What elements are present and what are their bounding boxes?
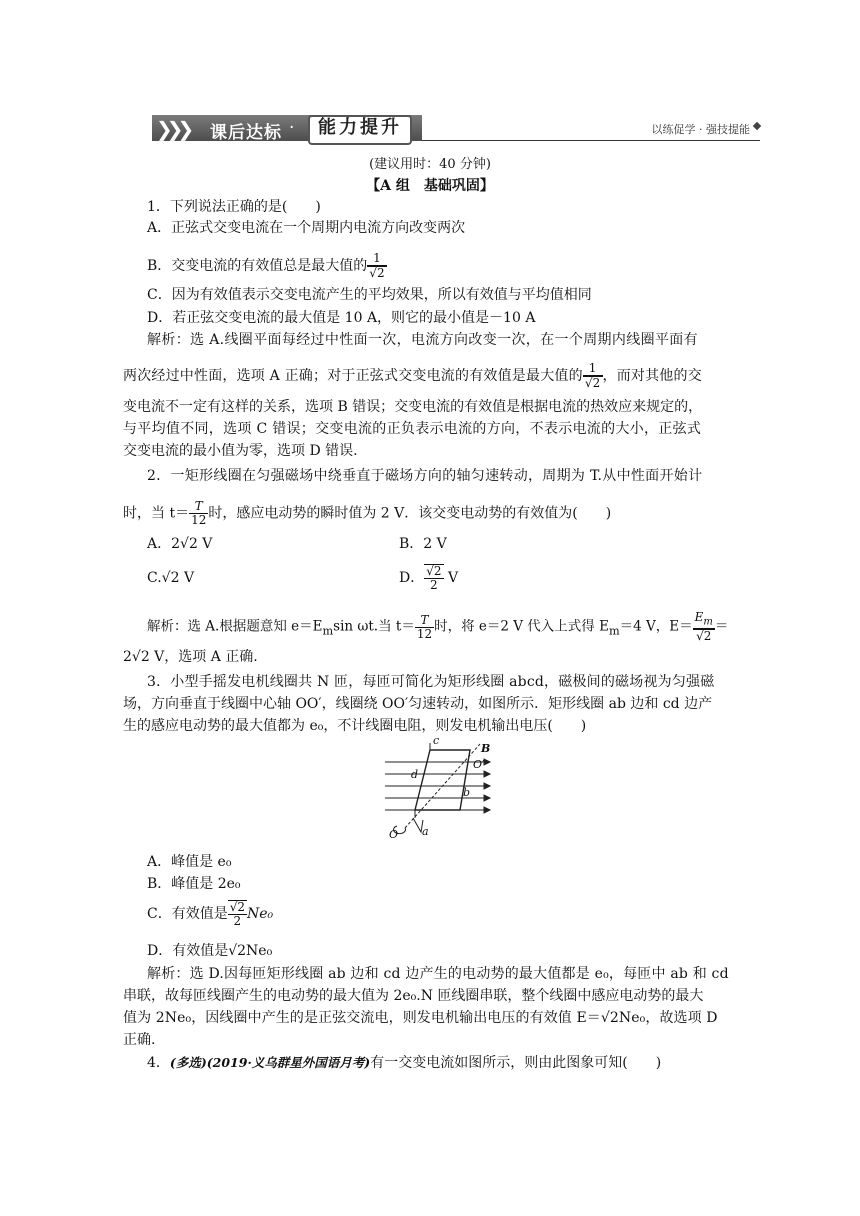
q1-analysis-line2-pre: 两次经过中性面，选项 A 正确；对于正弦式交变电流的有效值是最大值的 [123,368,583,384]
q2-analysis-mid: sin ωt.当 t＝ [333,618,415,635]
q1-analysis-line3: 变电流不一定有这样的关系，选项 B 错误；交变电流的有效值是根据电流的热效应来规定的， [123,399,703,415]
q3-analysis-line3: 值为 2Ne₀，因线圈中产生的是正弦交流电，则发电机输出电压的有效值 E＝√2Ne₀，故选项 D [123,1010,718,1026]
fraction [228,900,247,928]
label-c: c [433,734,440,747]
q1-stem: 1．下列说法正确的是( ) [147,199,321,215]
denominator: 2 [430,578,438,592]
fraction [424,564,443,592]
q2-option-d-post: V [443,570,459,586]
label-O-prime: O′ [473,758,485,771]
subscript: m [322,624,334,638]
banner-title-right: 能力提升 [308,115,412,145]
fraction [367,252,386,280]
q2-option-b: B．2 V [399,536,447,552]
numerator: √2 [426,564,442,578]
q3-option-c-post: Ne₀ [247,906,274,922]
q3-option-c-pre: C．有效值是 [147,906,228,922]
q1-analysis-line2 [123,362,702,390]
q3-analysis-line4: 正确. [123,1032,156,1048]
fraction [189,500,208,527]
q1-analysis-line5: 交变电流的最小值为零，选项 D 错误. [123,443,358,459]
q2-stem-line2-pre: 时，当 t＝ [123,505,190,522]
q4-source-tag: (多选)(2019·义乌群星外国语月考) [169,1055,371,1070]
numerator: T [189,500,208,514]
numerator [693,611,715,629]
q1-option-d: D．若正弦交变电流的最大值是 10 A，则它的最小值是－10 A [147,310,536,326]
denominator: √2 [584,376,601,390]
q2-analysis-end: ＝ [714,618,729,635]
q2-analysis-line2: 2√2 V，选项 A 正确. [123,649,258,665]
q1-option-a: A．正弦式交变电流在一个周期内电流方向改变两次 [147,220,466,236]
q4-stem-pre: 4． [147,1055,170,1071]
numerator: 1 [583,362,603,376]
coil-diagram [385,740,495,840]
banner-slogan: 以练促学 · 强技提能 [651,123,750,136]
q2-analysis-mid2: 时，将 e＝2 V 代入上式得 E [434,618,609,635]
time-hint: (建议用时：40 分钟) [369,157,491,172]
q3-option-c [147,900,273,928]
q1-option-c: C．因为有效值表示交变电流产生的平均效果，所以有效值与平均值相同 [147,287,592,303]
q2-option-d [399,564,458,592]
banner-separator: · [289,118,295,138]
q2-stem-line2 [123,500,611,527]
q4-stem-post: 有一交变电流如图所示，则由此图象可知( ) [370,1055,662,1071]
banner-underline [422,140,760,141]
q3-analysis-line1: 解析：选 D.因每匝矩形线圈 ab 边和 cd 边产生的电动势的最大值都是 e₀，每匝中 ab 和 cd [147,966,729,982]
q1-option-b [147,252,387,280]
q2-option-a: A．2√2 V [147,536,213,552]
q2-analysis-line1 [147,611,728,643]
q3-analysis-line2: 串联，故每匝线圈产生的电动势的最大值为 2e₀.N 匝线圈串联，整个线圈中感应电动势的最大 [123,988,704,1004]
label-B: B [481,742,491,755]
group-title: 【A 组 基础巩固】 [366,178,494,194]
denominator: 12 [416,626,433,641]
chevron-right-icon: ❯❯❯ [156,117,189,141]
fraction [415,614,434,641]
numerator: √2 [229,900,245,914]
denominator: √2 [369,266,385,280]
label-O: O [389,828,399,841]
q3-stem-line2: 场，方向垂直于线圈中心轴 OO′，线圈绕 OO′匀速转动，如图所示．矩形线圈 ab 边和 cd 边产 [123,696,713,712]
q1-analysis-text: 解析：选 A.线圈平面每经过中性面一次，电流方向改变一次，在一个周期内线圈平面有 [147,332,699,348]
diamond-icon [753,122,761,130]
denominator: √2 [693,629,715,643]
q2-analysis-pre: 解析：选 A.根据题意知 e＝E [147,618,323,635]
q2-analysis-mid3: ＝4 V，E＝ [619,618,693,635]
q2-option-d-pre: D． [399,570,425,586]
q3-option-d: D．有效值是√2Ne₀ [147,943,273,959]
q2-stem-line1: 2．一矩形线圈在匀强磁场中绕垂直于磁场方向的轴匀速转动，周期为 T.从中性面开始计 [147,468,703,484]
q4-stem [147,1054,661,1072]
numerator-e: E [694,610,704,624]
fraction [583,362,603,390]
fraction [693,611,715,643]
numerator: T [415,614,434,628]
q2-option-c: C.√2 V [147,570,195,586]
denominator: 2 [233,914,242,928]
generator-coil-figure [385,734,495,841]
numerator: 1 [367,252,386,266]
label-a: a [422,825,429,838]
q3-stem-line3: 生的感应电动势的最大值都为 e₀，不计线圈电阻，则发电机输出电压( ) [123,718,587,734]
q1-analysis-line2-post: ，而对其他的交 [602,368,702,384]
banner-title-left: 课后达标 [210,123,282,143]
q3-option-a: A．峰值是 e₀ [147,854,232,870]
q1-analysis-line4: 与平均值不同，选项 C 错误；交变电流的正负表示电流的方向，不表示电流的大小，正弦式 [123,421,702,437]
denominator: 12 [191,513,207,527]
q1-analysis-line1 [147,331,698,349]
q1-option-b-text: B．交变电流的有效值总是最大值的 [147,258,368,274]
subscript: m [703,616,713,628]
section-banner [152,113,760,143]
q2-stem-line2-post: 时，感应电动势的瞬时值为 2 V．该交变电动势的有效值为( ) [208,505,612,522]
label-b: b [463,786,471,799]
label-d: d [411,768,419,781]
q3-stem-line1: 3．小型手摇发电机线圈共 N 匝，每匝可简化为矩形线圈 abcd，磁极间的磁场视为匀强磁 [147,674,715,690]
q3-option-b: B．峰值是 2e₀ [147,876,241,892]
subscript: m [608,624,620,638]
